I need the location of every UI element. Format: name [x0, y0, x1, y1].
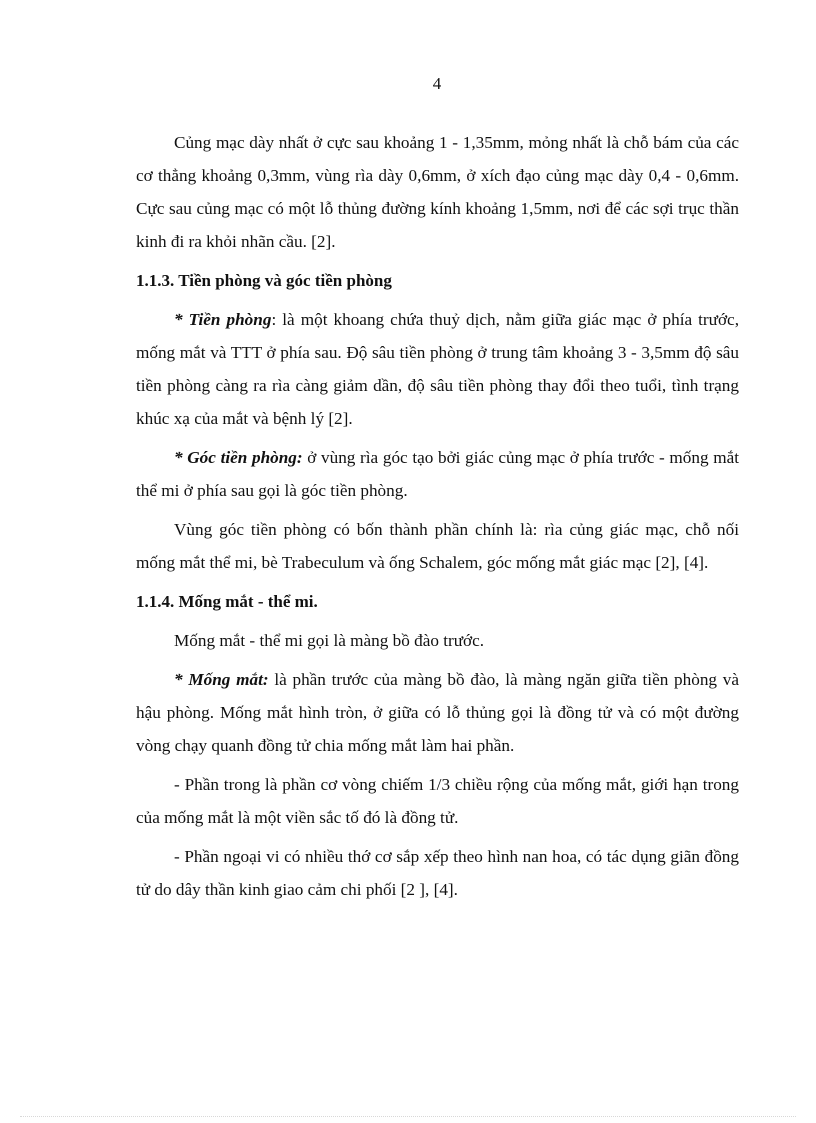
definition-goc-tien-phong: ở vùng rìa góc tạo bởi giác củng mạc ở phía trước - mống mắt thể mi ở phía sau gọi là góc tiền phòng.: [136, 448, 739, 500]
paragraph-phan-ngoai-vi: - Phần ngoại vi có nhiều thớ cơ sắp xếp theo hình nan hoa, có tác dụng giãn đồng tử do dây thần kinh giao cảm chi phối [2 ], [4].: [136, 847, 739, 899]
paragraph-mong-mat-intro: Mống mắt - thể mi gọi là màng bồ đào trước.: [174, 631, 485, 650]
heading-1-1-3: 1.1.3. Tiền phòng và góc tiền phòng: [136, 271, 392, 290]
paragraph-tien-phong: [136, 303, 739, 435]
term-goc-tien-phong: * Góc tiền phòng:: [174, 448, 303, 467]
page-bottom-divider: [20, 1116, 796, 1117]
term-mong-mat: * Mống mắt:: [174, 670, 269, 689]
page-number: 4: [432, 74, 442, 93]
paragraph-goc-tien-phong: [136, 441, 739, 507]
definition-tien-phong: : là một khoang chứa thuỷ dịch, nằm giữa giác mạc ở phía trước, mống mắt và TTT ở phía sau. Độ sâu tiền phòng ở trung tâm khoảng 3 - 3,5mm độ sâu tiền phòng càng ra rìa càng giảm dần, độ sâu tiền phòng thay đổi theo tuổi, tình trạng khúc xạ của mắt và bệnh lý [2].: [136, 310, 739, 428]
document-body: [136, 126, 739, 912]
paragraph-phan-trong: - Phần trong là phần cơ vòng chiếm 1/3 chiều rộng của mống mắt, giới hạn trong của mống mắt là một viền sắc tố đó là đồng tử.: [136, 775, 739, 827]
paragraph-cung-mac: Củng mạc dày nhất ở cực sau khoảng 1 - 1,35mm, mỏng nhất là chỗ bám của các cơ thẳng khoảng 0,3mm, vùng rìa dày 0,6mm, ở xích đạo củng mạc dày 0,4 - 0,6mm. Cực sau củng mạc có một lỗ thủng đường kính khoảng 1,5mm, nơi để các sợi trục thần kinh đi ra khỏi nhãn cầu. [2].: [136, 133, 739, 251]
paragraph-mong-mat: [136, 663, 739, 762]
paragraph-vung-goc: Vùng góc tiền phòng có bốn thành phần chính là: rìa củng giác mạc, chỗ nối mống mắt thể mi, bè Trabeculum và ống Schalem, góc mống mắt giác mạc [2], [4].: [136, 520, 739, 572]
definition-mong-mat: là phần trước của màng bồ đào, là màng ngăn giữa tiền phòng và hậu phòng. Mống mắt hình tròn, ở giữa có lỗ thủng gọi là đồng tử và có một đường vòng chạy quanh đồng tử chia mống mắt làm hai phần.: [136, 670, 739, 755]
heading-1-1-4: 1.1.4. Mống mắt - thể mi.: [136, 592, 318, 611]
term-tien-phong: * Tiền phòng: [174, 310, 272, 329]
